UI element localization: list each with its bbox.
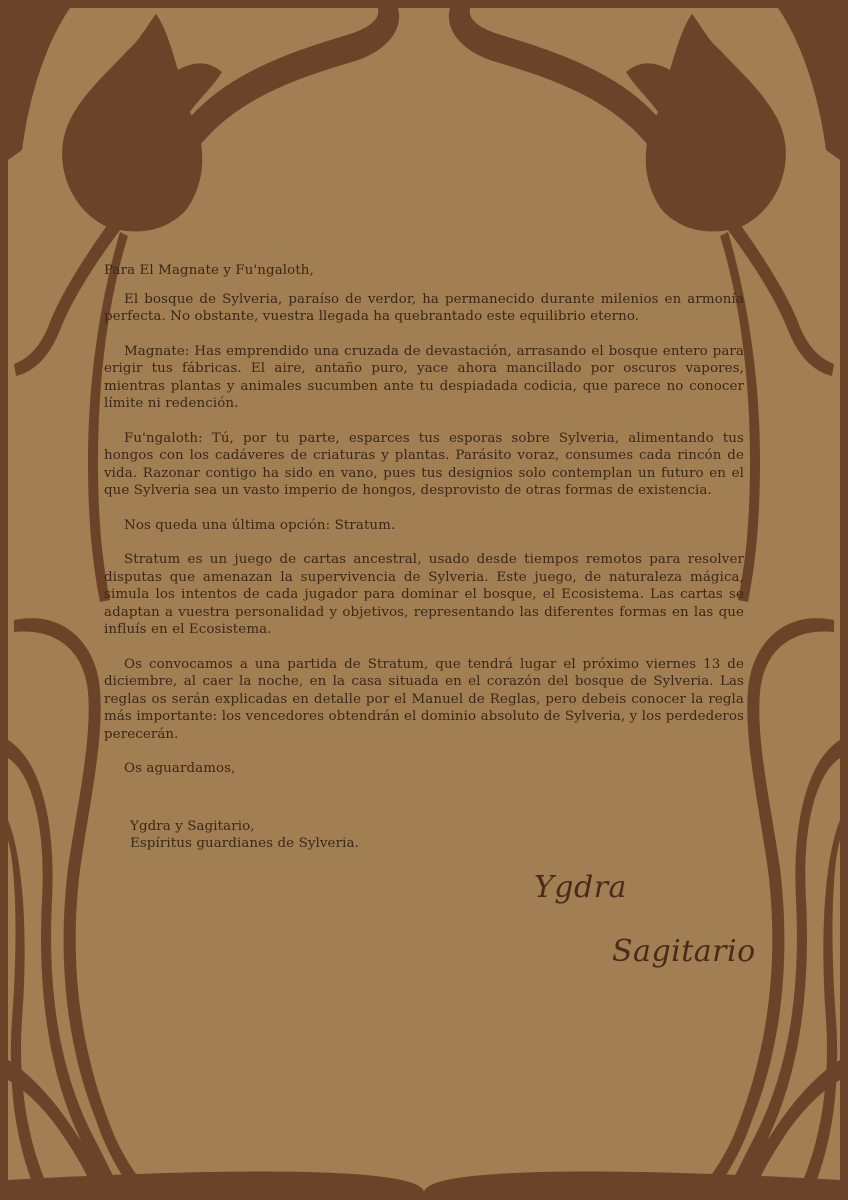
paragraph-1: El bosque de Sylveria, paraíso de verdor, ha permanecido durante milenios en armonía perfecta. No obstante, vuestra llegada ha quebrantado este equilibrio eterno. bbox=[104, 291, 744, 324]
paragraph-2: Magnate: Has emprendido una cruzada de devastación, arrasando el bosque entero para erigir tus fábricas. El aire, antaño puro, yace ahora mancillado por oscuros vapores, mientras plantas y animales sucumben ante tu despiadada codicia, que parece no conocer límite ni redención. bbox=[104, 343, 744, 411]
paragraph-5: Stratum es un juego de cartas ancestral, usado desde tiempos remotos para resolver disputas que amenazan la supervivencia de Sylveria. Este juego, de naturaleza mágica, simula los intentos de cada jugador para dominar el bosque, el Ecosistema. Las cartas se adaptan a vuestra personalidad y objetivos, representando las diferentes formas en las que influís en el Ecosistema. bbox=[104, 552, 744, 637]
sender-block bbox=[104, 818, 744, 853]
paragraph-4: Nos queda una última opción: Stratum. bbox=[124, 517, 396, 533]
paragraph-3: Fu'ngaloth: Tú, por tu parte, esparces tus esporas sobre Sylveria, alimentando tus hongos con los cadáveres de criaturas y plantas. Parásito voraz, consumes cada rincón de vida. Razonar contigo ha sido en vano, pues tus designios solo contemplan un futuro en el que Sylveria sea un vasto imperio de hongos, desprovisto de otras formas de existencia. bbox=[104, 430, 744, 498]
salutation: Para El Magnate y Fu'ngaloth, bbox=[104, 263, 314, 278]
sender-title: Espíritus guardianes de Sylveria. bbox=[130, 836, 359, 851]
closing: Os aguardamos, bbox=[124, 761, 236, 776]
signature-ygdra: Ygdra bbox=[534, 870, 627, 905]
sender-names: Ygdra y Sagitario, bbox=[130, 818, 255, 834]
signature-sagitario: Sagitario bbox=[612, 934, 756, 969]
letter-body bbox=[104, 262, 744, 853]
paragraph-6: Os convocamos a una partida de Stratum, que tendrá lugar el próximo viernes 13 de diciembre, al caer la noche, en la casa situada en el corazón del bosque de Sylveria. Las reglas os serán explicadas en detalle por el Manuel de Reglas, pero debeis conocer la regla más importante: los vencedores obtendrán el dominio absoluto de Sylveria, y los perdederos perecerán. bbox=[104, 656, 744, 742]
